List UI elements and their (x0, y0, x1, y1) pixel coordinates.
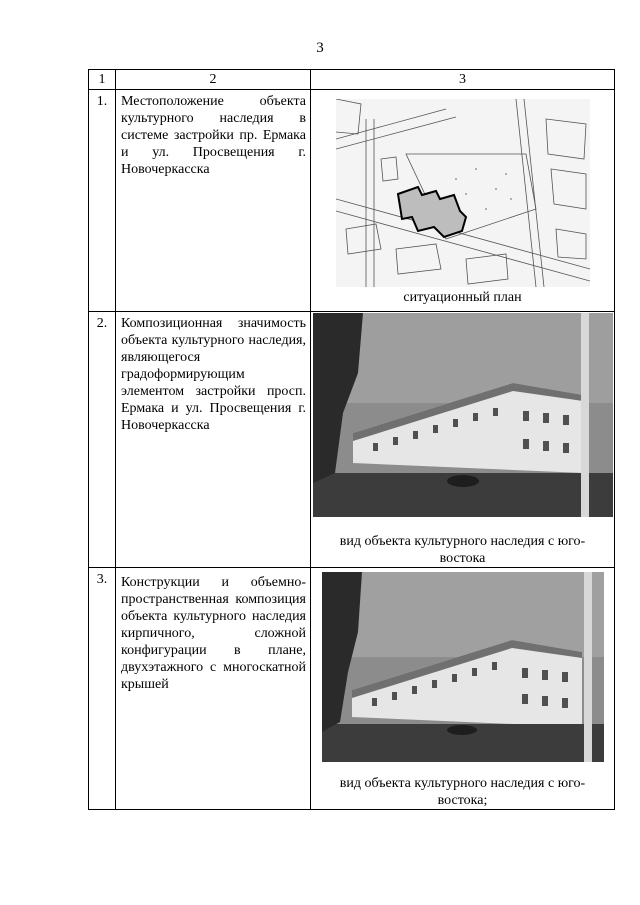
map-caption: ситуационный план (403, 290, 522, 305)
photo-cell (311, 568, 615, 810)
column-header-2: 2 (116, 70, 311, 90)
table-header-row (89, 70, 615, 90)
photo-caption: вид объекта культурного наследия с юго-востока; (339, 776, 586, 808)
row-number: 1. (89, 90, 116, 312)
table-row (89, 312, 615, 568)
page-number: 3 (316, 40, 324, 56)
row-description: Местоположение объекта культурного наследия в системе застройки пр. Ермака и ул. Просвещения г. Новочеркасска (116, 90, 311, 312)
map-cell (311, 90, 615, 312)
row-number: 3. (89, 568, 116, 810)
table-row (89, 90, 615, 312)
building-photo (322, 572, 604, 762)
row-description: Конструкции и объемно-пространственная композиция объекта культурного наследия кирпичного, сложной конфигурации в плане, двухэтажного с многоскатной крышей (116, 568, 311, 810)
heritage-table (88, 69, 615, 810)
situation-plan-map (336, 99, 590, 287)
table-row (89, 568, 615, 810)
row-description: Композиционная значимость объекта культурного наследия, являющегося градоформирующим элементом застройки просп. Ермака и ул. Просвещения г. Новочеркасска (116, 312, 311, 568)
column-header-3: 3 (311, 70, 615, 90)
photo-caption: вид объекта культурного наследия с юго-востока (339, 534, 586, 566)
column-header-1: 1 (89, 70, 116, 90)
photo-cell (311, 312, 615, 568)
row-number: 2. (89, 312, 116, 568)
building-photo (313, 313, 613, 517)
